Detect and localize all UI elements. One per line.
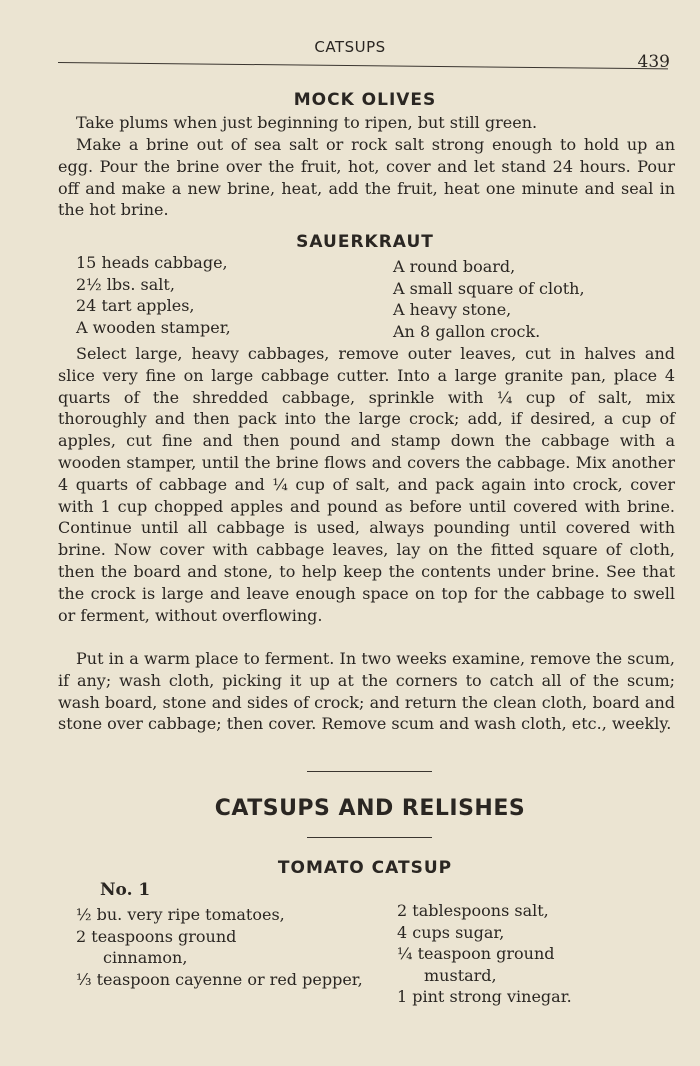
- ingredient-item: A wooden stamper,: [76, 317, 231, 337]
- ingredient-item: A heavy stone,: [393, 300, 512, 319]
- section-heading: CATSUPS AND RELISHES: [214, 796, 526, 821]
- ingredient-item: 24 tart apples,: [76, 296, 195, 315]
- recipe-number: No. 1: [100, 880, 151, 900]
- ingredient-item: A small square of cloth,: [393, 278, 585, 298]
- sauerkraut-ingredients-right: [393, 256, 585, 342]
- section-divider: [307, 771, 432, 772]
- ingredient-item: An 8 gallon crock.: [393, 321, 541, 341]
- ingredient-item: ⅓ teaspoon cayenne or red pepper,: [76, 969, 363, 989]
- sauerkraut-paragraph-1: Select large, heavy cabbages, remove outer leaves, cut in halves and slice very fine on large cabbage cutter. Into a large granite pan, place 4 quarts of the shredded cabbage, sprinkle with ¼ cup of salt, mix thoroughly and then pack into the large crock; add, if desired, a cup of apples, cut fine and then pound and stamp down the cabbage with a wooden stamper, until the brine flows and covers the cabbage. Mix another 4 quarts of cabbage and ¼ cup of salt, and pack again into crock, cover with 1 cup chopped apples and pound as before until covered with brine. Continue until all cabbage is used, always pounding until covered with brine. Now cover with cabbage leaves, lay on the fitted square of cloth, then the board and stone, to help keep the contents under brine. See that the crock is large and leave enough space on top for the cabbage to swell or ferment, without overflowing.: [58, 344, 675, 625]
- sauerkraut-heading: SAUERKRAUT: [296, 232, 434, 252]
- ingredient-item: 1 pint strong vinegar.: [397, 987, 572, 1006]
- tomato-catsup-ingredients-right: [397, 900, 637, 1008]
- ingredient-item: 2 teaspoons ground cinnamon,: [76, 926, 237, 967]
- sauerkraut-paragraph-2: Put in a warm place to ferment. In two weeks examine, remove the scum, if any; wash cloth, picking it up at the corners to catch all of the scum; wash board, stone and sides of crock; and return the clean cloth, board and stone over cabbage; then cover. Remove scum and wash cloth, etc., weekly.: [58, 649, 675, 734]
- sauerkraut-ingredients-left: [76, 252, 231, 338]
- ingredient-item: 15 heads cabbage,: [76, 253, 228, 272]
- running-head: CATSUPS: [314, 38, 386, 56]
- section-underline: [307, 837, 432, 838]
- mock-olives-paragraph-1: Take plums when just beginning to ripen, but still green.: [76, 113, 538, 132]
- page-number: 439: [637, 52, 670, 72]
- ingredient-item: ½ bu. very ripe tomatoes,: [76, 905, 285, 924]
- ingredient-item: 2½ lbs. salt,: [76, 274, 175, 294]
- mock-olives-paragraph-2: Make a brine out of sea salt or rock salt strong enough to hold up an egg. Pour the brine over the fruit, hot, cover and let stand 24 hours. Pour off and make a new brine, heat, add the fruit, heat one minute and seal in the hot brine.: [58, 135, 675, 220]
- mock-olives-heading: MOCK OLIVES: [293, 90, 437, 110]
- tomato-catsup-ingredients-left: [76, 904, 376, 990]
- header-rule: [58, 62, 668, 69]
- ingredient-item: 4 cups sugar,: [397, 922, 505, 942]
- ingredient-item: ¼ teaspoon ground mustard,: [397, 944, 555, 985]
- ingredient-item: 2 tablespoons salt,: [397, 901, 549, 920]
- ingredient-item: A round board,: [393, 257, 516, 276]
- tomato-catsup-heading: TOMATO CATSUP: [277, 858, 453, 878]
